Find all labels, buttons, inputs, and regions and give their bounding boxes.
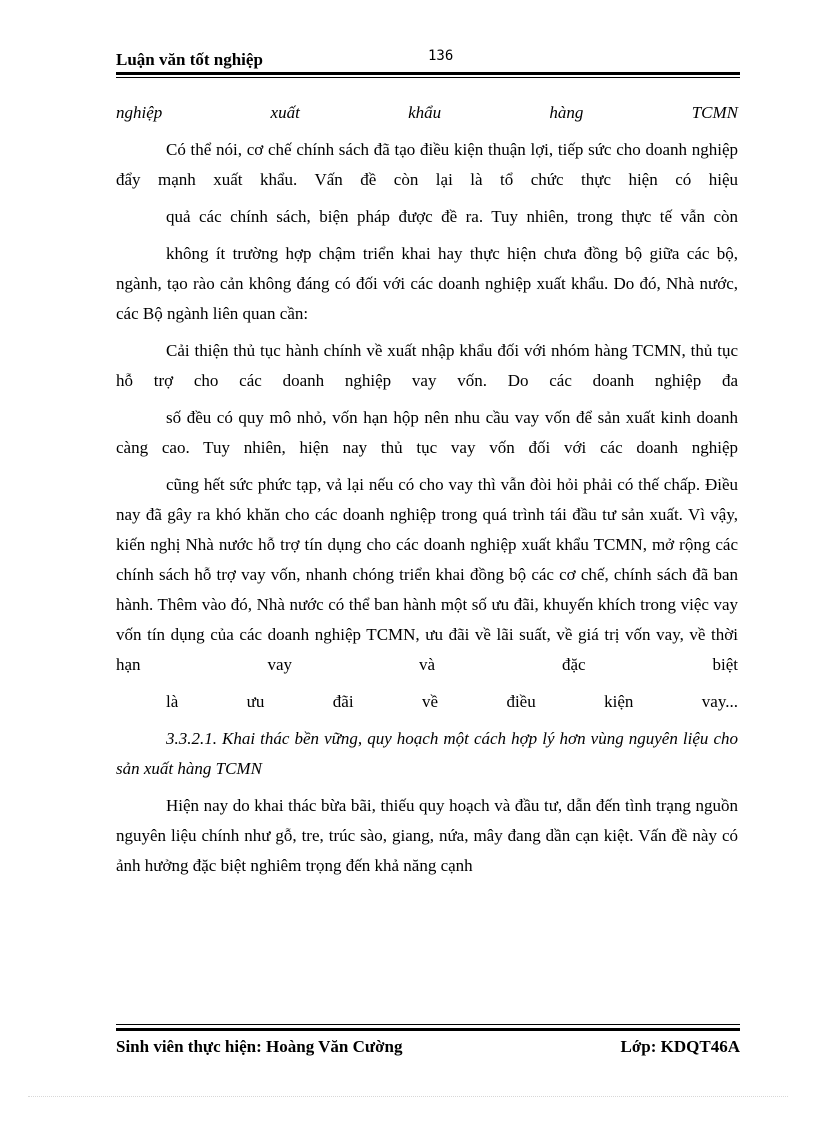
header-rule-thick [116, 72, 740, 75]
paragraph: Có thể nói, cơ chế chính sách đã tạo điều kiện thuận lợi, tiếp sức cho doanh nghiệp đẩy mạnh xuất khẩu. Vấn đề còn lại là tổ chức thực hiện có hiệu [116, 140, 738, 189]
body-text [116, 98, 738, 881]
footer-class: Lớp: KDQT46A [620, 1037, 740, 1056]
paragraph: quả các chính sách, biện pháp được đề ra. Tuy nhiên, trong thực tế vẫn còn [166, 207, 738, 226]
paragraph-continuation: nghiệp xuất khẩu hàng TCMN [116, 103, 738, 122]
paragraph: số đều có quy mô nhỏ, vốn hạn hộp nên nhu cầu vay vốn để sản xuất kinh doanh càng cao. Tuy nhiên, hiện nay thủ tục vay vốn đối với các doanh nghiệp [116, 408, 738, 457]
page-number: 136 [428, 48, 454, 64]
page-header [116, 46, 740, 80]
footer-rule-thin [116, 1024, 740, 1025]
page-footer [116, 1024, 740, 1064]
page-edge [28, 1096, 788, 1097]
paragraph: Hiện nay do khai thác bừa bãi, thiếu quy hoạch và đầu tư, dẫn đến tình trạng nguồn nguyên liệu chính như gỗ, tre, trúc sào, giang, nứa, mây đang dần cạn kiệt. Vấn đề này có ảnh hưởng đặc biệt nghiêm trọng đến khả năng cạnh [116, 796, 738, 875]
section-heading: 3.3.2.1. Khai thác bền vững, quy hoạch một cách hợp lý hơn vùng nguyên liệu cho sản xuất hàng TCMN [116, 729, 738, 778]
footer-rule-thick [116, 1028, 740, 1031]
footer-student: Sinh viên thực hiện: Hoàng Văn Cường [116, 1037, 403, 1056]
paragraph: không ít trường hợp chậm triển khai hay thực hiện chưa đồng bộ giữa các bộ, ngành, tạo rào cản không đáng có đối với các doanh nghiệp xuất khẩu. Do đó, Nhà nước, các Bộ ngành liên quan cần: [116, 244, 738, 323]
paragraph: Cải thiện thủ tục hành chính về xuất nhập khẩu đối với nhóm hàng TCMN, thủ tục hỗ trợ cho các doanh nghiệp vay vốn. Do các doanh nghiệp đa [116, 341, 738, 390]
paragraph: là ưu đãi về điều kiện vay... [166, 692, 738, 711]
paragraph: cũng hết sức phức tạp, vả lại nếu có cho vay thì vẫn đòi hỏi phải có thế chấp. Điều nay đã gây ra khó khăn cho các doanh nghiệp trong quá trình tái đầu tư sản xuất. Vì vậy, kiến nghị Nhà nước hỗ trợ tín dụng cho các doanh nghiệp xuất khẩu TCMN, mở rộng các chính sách hỗ trợ vay vốn, nhanh chóng triển khai đồng bộ các cơ chế, chính sách đã ban hành. Thêm vào đó, Nhà nước có thể ban hành một số ưu đãi, khuyến khích trong việc vay vốn tín dụng của các doanh nghiệp TCMN, ưu đãi về lãi suất, về giá trị vốn vay, về thời hạn vay và đặc biệt [116, 475, 738, 674]
header-title: Luận văn tốt nghiệp [116, 50, 263, 69]
header-rule-thin [116, 77, 740, 78]
